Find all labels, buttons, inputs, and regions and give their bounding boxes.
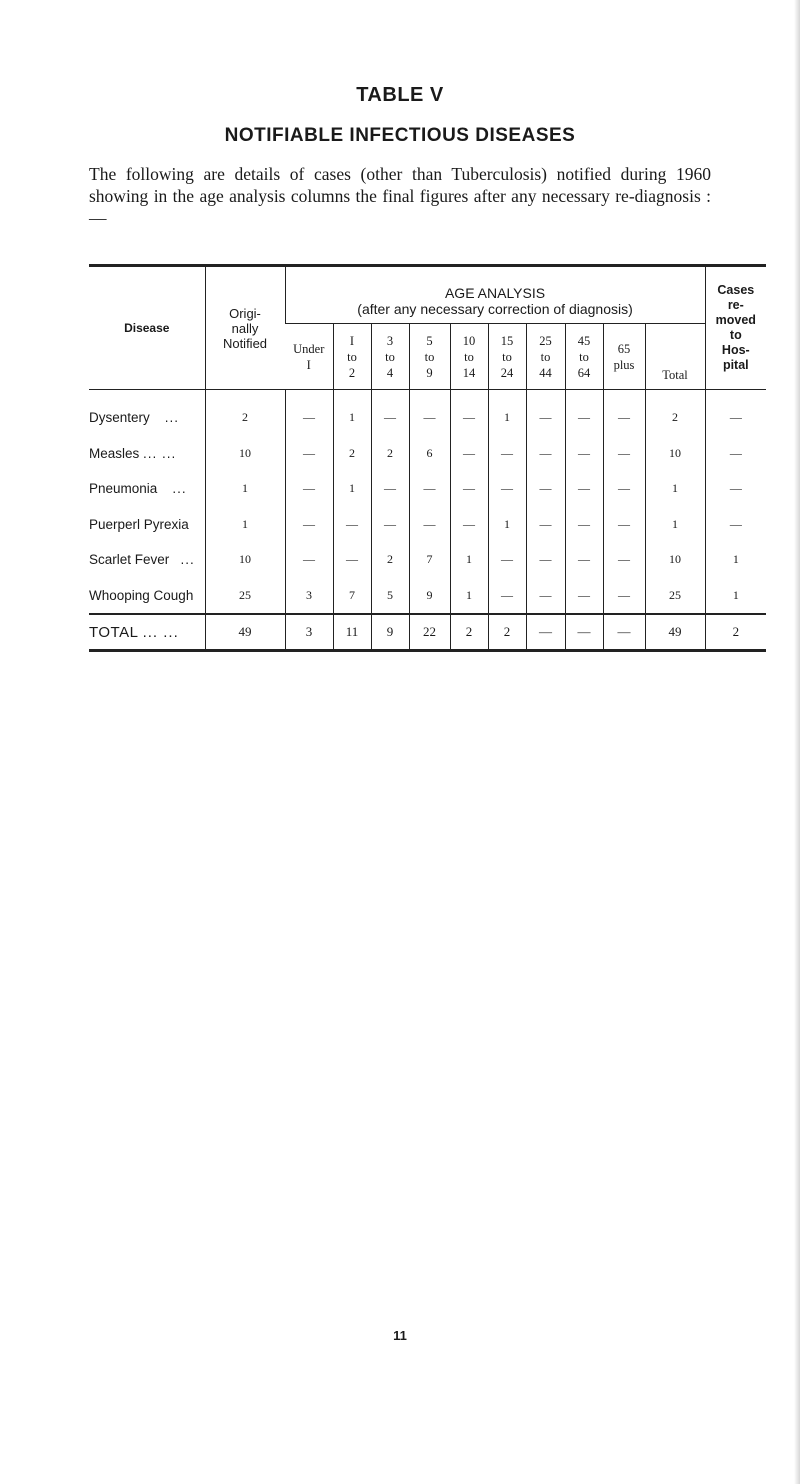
- header-age-65-plus: [603, 324, 645, 390]
- disease-label: Pneumonia: [89, 481, 158, 497]
- header-age-15-to-24: [488, 324, 526, 390]
- age-cell: —: [603, 507, 645, 543]
- header-age-10-to-14: [450, 324, 488, 390]
- disease-name: [89, 390, 205, 436]
- age-cell: 2: [450, 614, 488, 651]
- total-cell: 1: [645, 471, 705, 507]
- age-col-line: 4: [386, 365, 394, 380]
- diseases-table-container: [89, 264, 766, 652]
- notified-cell: 1: [205, 507, 285, 543]
- table-row: [89, 507, 766, 543]
- hospital-cell: 1: [705, 578, 766, 615]
- header-hospital-line: moved: [715, 313, 756, 327]
- age-cell: 5: [371, 578, 409, 615]
- age-cell: —: [565, 390, 603, 436]
- header-age-1-to-2: [333, 324, 371, 390]
- intro-paragraph: The following are details of cases (other than Tuberculosis) notified during 1960 showing in the age analysis columns the final figures after any necessary re-diagnosis :—: [89, 164, 711, 228]
- age-col-line: 14: [462, 365, 476, 380]
- header-row-group: [89, 266, 766, 324]
- age-col-line: 2: [348, 365, 356, 380]
- hospital-cell: —: [705, 471, 766, 507]
- total-row: [89, 614, 766, 651]
- age-col-line: to: [579, 349, 589, 364]
- table-title: TABLE V: [356, 84, 444, 106]
- total-cell: 10: [645, 436, 705, 472]
- disease-label: Dysentery: [89, 410, 150, 426]
- age-cell: 9: [371, 614, 409, 651]
- age-col-line: Total: [662, 368, 688, 382]
- age-cell: —: [526, 578, 565, 615]
- age-cell: —: [603, 471, 645, 507]
- age-cell: 2: [371, 436, 409, 472]
- age-cell: —: [603, 436, 645, 472]
- age-cell: 2: [371, 542, 409, 578]
- notified-cell: 49: [205, 614, 285, 651]
- age-cell: —: [285, 507, 333, 543]
- age-cell: —: [450, 471, 488, 507]
- age-col-line: 5: [426, 333, 433, 348]
- age-cell: —: [450, 507, 488, 543]
- disease-name: [89, 507, 205, 543]
- age-cell: —: [488, 471, 526, 507]
- age-cell: —: [488, 542, 526, 578]
- age-cell: —: [285, 542, 333, 578]
- age-cell: 1: [488, 390, 526, 436]
- age-cell: 1: [450, 542, 488, 578]
- age-cell: —: [526, 507, 565, 543]
- age-cell: —: [285, 390, 333, 436]
- leader-dots: ... ...: [142, 623, 179, 641]
- age-cell: —: [526, 614, 565, 651]
- age-cell: —: [526, 436, 565, 472]
- age-cell: —: [603, 390, 645, 436]
- header-age-under-1: [285, 324, 333, 390]
- age-cell: —: [565, 436, 603, 472]
- page-number: 11: [393, 1328, 407, 1343]
- section-title: NOTIFIABLE INFECTIOUS DISEASES: [224, 125, 576, 146]
- header-hospital-line: to: [729, 328, 742, 342]
- hospital-cell: 2: [705, 614, 766, 651]
- total-cell: 2: [645, 390, 705, 436]
- age-cell: —: [488, 436, 526, 472]
- age-cell: —: [371, 471, 409, 507]
- leader-dots: ...: [164, 410, 180, 426]
- age-cell: —: [526, 542, 565, 578]
- age-cell: 11: [333, 614, 371, 651]
- hospital-cell: —: [705, 507, 766, 543]
- age-cell: —: [603, 614, 645, 651]
- age-cell: —: [409, 507, 450, 543]
- age-col-line: 44: [539, 365, 552, 380]
- total-label: [89, 614, 205, 651]
- table-row: [89, 390, 766, 436]
- header-disease: Disease: [89, 266, 205, 390]
- header-notified-line: nally: [231, 320, 259, 336]
- age-cell: —: [565, 471, 603, 507]
- age-cell: —: [450, 436, 488, 472]
- hospital-cell: —: [705, 390, 766, 436]
- age-cell: 3: [285, 578, 333, 615]
- age-cell: —: [371, 507, 409, 543]
- age-cell: 22: [409, 614, 450, 651]
- age-col-line: 24: [500, 365, 514, 380]
- header-originally-notified: [205, 266, 285, 390]
- age-cell: —: [526, 471, 565, 507]
- age-cell: —: [409, 390, 450, 436]
- hospital-cell: —: [705, 436, 766, 472]
- disease-name: [89, 578, 205, 615]
- hospital-cell: 1: [705, 542, 766, 578]
- age-col-line: to: [464, 349, 474, 364]
- table-row: [89, 578, 766, 615]
- age-cell: —: [450, 390, 488, 436]
- header-total: [645, 324, 705, 390]
- leader-dots: ...: [172, 481, 187, 497]
- age-col-line: 10: [462, 333, 476, 348]
- age-cell: —: [603, 578, 645, 615]
- age-cell: 1: [450, 578, 488, 615]
- age-cell: 3: [285, 614, 333, 651]
- age-cell: 1: [333, 390, 371, 436]
- age-cell: —: [565, 542, 603, 578]
- total-cell: 10: [645, 542, 705, 578]
- notified-cell: 10: [205, 542, 285, 578]
- table-row: [89, 471, 766, 507]
- notified-cell: 1: [205, 471, 285, 507]
- age-col-line: 45: [577, 333, 591, 348]
- age-col-line: 3: [386, 333, 394, 348]
- age-col-line: to: [424, 349, 435, 364]
- header-notified-line: Origi-: [229, 305, 261, 321]
- age-cell: 6: [409, 436, 450, 472]
- age-col-line: to: [385, 349, 395, 364]
- leader-dots: ...: [180, 552, 195, 568]
- age-col-line: Under: [293, 341, 325, 356]
- total-label-text: TOTAL: [89, 623, 138, 641]
- header-removed-to-hospital: [705, 266, 766, 390]
- age-cell: —: [488, 578, 526, 615]
- age-cell: —: [285, 471, 333, 507]
- table-row: [89, 542, 766, 578]
- age-cell: —: [603, 542, 645, 578]
- age-col-line: I: [349, 333, 355, 348]
- disease-name: [89, 542, 205, 578]
- notified-cell: 25: [205, 578, 285, 615]
- age-col-line: I: [306, 357, 311, 372]
- age-cell: —: [565, 614, 603, 651]
- header-hospital-line: Hos-: [721, 343, 750, 357]
- header-age-25-to-44: [526, 324, 565, 390]
- age-cell: 7: [333, 578, 371, 615]
- header-notified-line: Notified: [222, 335, 268, 351]
- leader-dots: ... ...: [143, 445, 177, 461]
- age-cell: —: [526, 390, 565, 436]
- total-cell: 25: [645, 578, 705, 615]
- age-cell: —: [371, 390, 409, 436]
- age-col-line: 64: [577, 365, 591, 380]
- age-col-line: to: [347, 349, 357, 364]
- age-col-line: 25: [539, 333, 552, 348]
- header-age-3-to-4: [371, 324, 409, 390]
- age-cell: 7: [409, 542, 450, 578]
- header-age-analysis-note: (after any necessary correction of diagnosis): [357, 301, 633, 317]
- header-hospital-line: Cases: [717, 283, 755, 297]
- disease-label: Whooping Cough: [89, 587, 194, 603]
- age-cell: —: [285, 436, 333, 472]
- age-col-line: 65: [617, 341, 631, 356]
- total-cell: 1: [645, 507, 705, 543]
- header-age-analysis-title: AGE ANALYSIS: [444, 285, 546, 301]
- header-age-analysis: [285, 266, 705, 324]
- age-col-line: 15: [500, 333, 514, 348]
- age-cell: —: [565, 578, 603, 615]
- age-cell: —: [333, 507, 371, 543]
- header-age-5-to-9: [409, 324, 450, 390]
- disease-label: Scarlet Fever: [89, 552, 170, 568]
- age-cell: —: [565, 507, 603, 543]
- page-edge-shadow: [794, 0, 800, 1484]
- disease-label: Puerperl Pyrexia: [89, 516, 189, 532]
- age-cell: —: [409, 471, 450, 507]
- disease-name: [89, 436, 205, 472]
- disease-name: [89, 471, 205, 507]
- header-hospital-line: pital: [722, 358, 749, 372]
- header-age-45-to-64: [565, 324, 603, 390]
- header-hospital-line: re-: [727, 298, 744, 312]
- age-cell: —: [333, 542, 371, 578]
- table-row: [89, 436, 766, 472]
- age-cell: 1: [333, 471, 371, 507]
- age-cell: 1: [488, 507, 526, 543]
- notified-cell: 2: [205, 390, 285, 436]
- age-col-line: to: [540, 349, 551, 364]
- age-cell: 9: [409, 578, 450, 615]
- notifiable-diseases-table: [89, 264, 766, 652]
- age-col-line: 9: [426, 365, 433, 380]
- age-cell: 2: [488, 614, 526, 651]
- age-cell: 2: [333, 436, 371, 472]
- disease-label: Measles: [89, 445, 140, 461]
- age-col-line: to: [502, 349, 512, 364]
- total-cell: 49: [645, 614, 705, 651]
- age-col-line: plus: [613, 357, 635, 372]
- notified-cell: 10: [205, 436, 285, 472]
